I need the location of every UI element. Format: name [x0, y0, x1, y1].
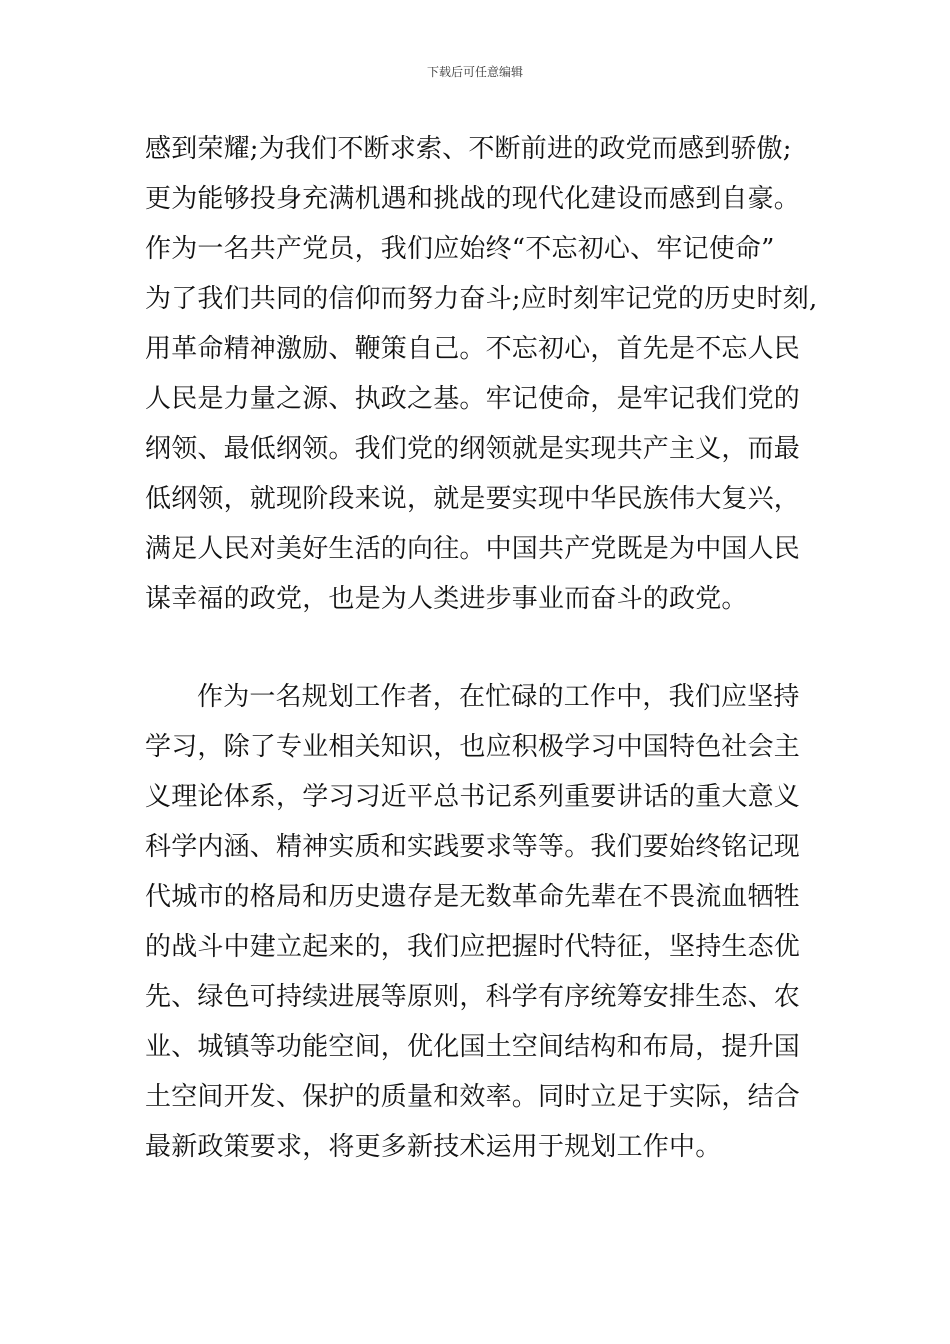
paragraph-line: 义理论体系，学习习近平总书记系列重要讲话的重大意义: [145, 782, 801, 812]
paragraph-line: 学习，除了专业相关知识，也应积极学习中国特色社会主: [145, 732, 801, 762]
paragraph-line: 满足人民对美好生活的向往。中国共产党既是为中国人民: [145, 534, 801, 564]
paragraph-line: 作为一名规划工作者，在忙碌的工作中，我们应坚持: [197, 682, 800, 712]
paragraph-line: 作为一名共产党员，我们应始终“不忘初心、牢记使命”: [145, 234, 775, 264]
page-header-note: 下载后可任意编辑: [426, 65, 523, 79]
paragraph-line: 人民是力量之源、执政之基。牢记使命，是牢记我们党的: [145, 384, 801, 414]
paragraph-line: 的战斗中建立起来的，我们应把握时代特征，坚持生态优: [145, 932, 801, 962]
paragraph-line: 为了我们共同的信仰而努力奋斗;应时刻牢记党的历史时刻,: [145, 284, 818, 314]
paragraph-line: 代城市的格局和历史遗存是无数革命先辈在不畏流血牺牲: [145, 882, 801, 912]
paragraph-line: 低纲领，就现阶段来说，就是要实现中华民族伟大复兴，: [145, 484, 801, 514]
paragraph-line: 纲领、最低纲领。我们党的纲领就是实现共产主义，而最: [145, 434, 801, 464]
paragraph-line: 更为能够投身充满机遇和挑战的现代化建设而感到自豪。: [145, 184, 801, 214]
paragraph-line: 用革命精神激励、鞭策自己。不忘初心，首先是不忘人民: [145, 334, 801, 364]
paragraph-line: 先、绿色可持续进展等原则，科学有序统筹安排生态、农: [145, 982, 801, 1012]
paragraph-line: 业、城镇等功能空间，优化国土空间结构和布局，提升国: [145, 1032, 801, 1062]
paragraph-line: 谋幸福的政党，也是为人类进步事业而奋斗的政党。: [145, 584, 748, 614]
paragraph-line: 感到荣耀;为我们不断求索、不断前进的政党而感到骄傲;: [145, 134, 792, 164]
paragraph-line: 土空间开发、保护的质量和效率。同时立足于实际，结合: [145, 1082, 801, 1112]
paragraph-line: 最新政策要求，将更多新技术运用于规划工作中。: [145, 1132, 722, 1162]
paragraph-line: 科学内涵、精神实质和实践要求等等。我们要始终铭记现: [145, 832, 801, 862]
